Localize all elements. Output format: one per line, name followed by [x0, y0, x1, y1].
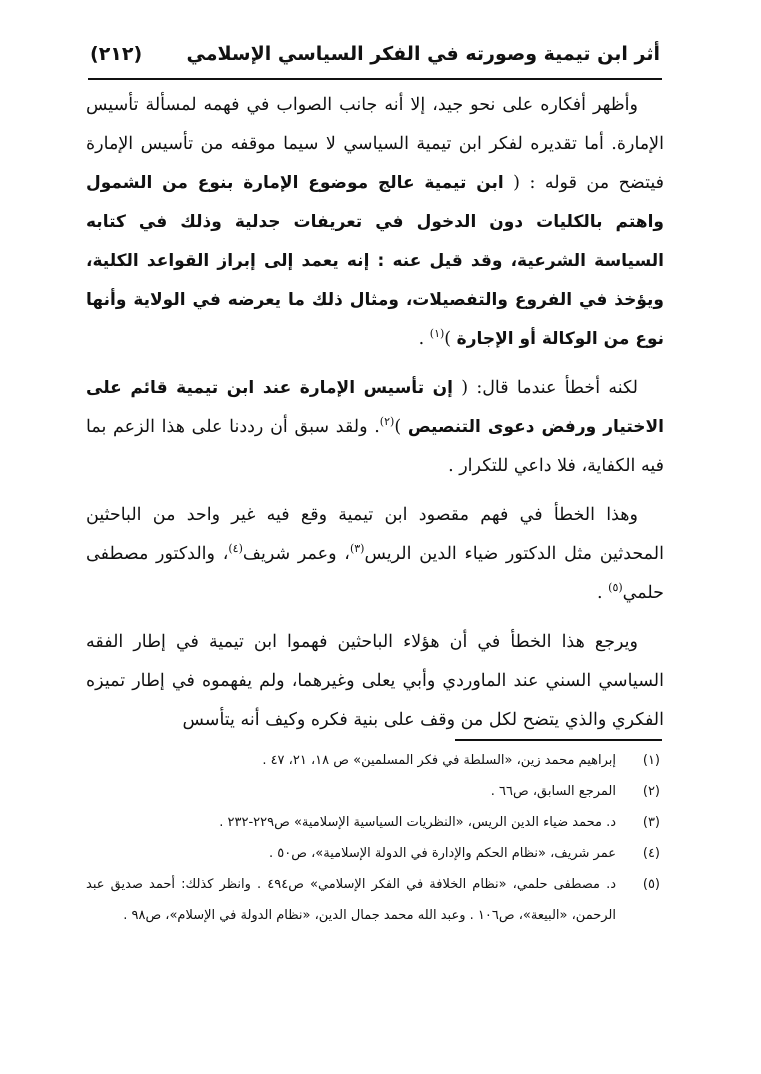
main-text: [86, 86, 664, 750]
header-divider: [88, 78, 662, 80]
footnote-marker: (٢): [379, 415, 395, 429]
paragraph-text: لكنه أخطأ عندما قال: (: [453, 378, 638, 398]
paragraph-4: [86, 623, 664, 740]
bold-quotation: ابن تيمية عالج موضوع الإمارة بنوع من الشمول واهتم بالكليات دون الدخول في تعريفات جدلية وذلك في كتابه السياسة الشرعية، وقد قيل عنه : إنه يعمد إلى إبراز القواعد الكلية، ويؤخذ في الفروع والتفصيلات، ومثال ذلك ما يعرضه في الولاية وأنها نوع من الوكالة أو الإجارة: [86, 173, 664, 349]
page-number: (٢١٢): [90, 43, 143, 65]
paragraph-text: ، وعمر شريف: [242, 544, 350, 564]
footnote-number: (٢): [642, 784, 660, 799]
paragraph-text: .: [597, 583, 609, 603]
footnote-marker: (٥): [608, 581, 623, 595]
paragraph-text: . ولقد سبق أن رددنا على هذا الزعم بما فيه الكفاية، فلا داعي للتكرار .: [86, 417, 664, 476]
footnote-item: [86, 838, 664, 869]
footnote-number: (٥): [642, 877, 660, 892]
footnote-text: د. مصطفى حلمي، «نظام الخلافة في الفكر الإسلامي» ص٤٩٤ . وانظر كذلك: أحمد صديق عبد الرحمن، «البيعة»، ص١٠٦ . وعبد الله محمد جمال الدين، «نظام الدولة في الإسلام»، ص٩٨ .: [86, 877, 616, 923]
footnote-text: د. محمد ضياء الدين الريس، «النظريات السياسية الإسلامية» ص٢٢٩-٢٣٢ .: [219, 815, 616, 830]
footnote-number: (٤): [642, 846, 660, 861]
paragraph-text: ): [394, 417, 408, 437]
footnote-text: المرجع السابق، ص٦٦ .: [490, 784, 616, 799]
footnote-item: [86, 745, 664, 776]
footnote-marker: (١): [429, 327, 445, 341]
footnote-number: (٣): [642, 815, 660, 830]
footnote-text: إبراهيم محمد زين، «السلطة في فكر المسلمين» ص ١٨، ٢١، ٤٧ .: [262, 753, 616, 768]
paragraph-2: [86, 369, 664, 486]
footnote-item: [86, 776, 664, 807]
paragraph-text: ويرجع هذا الخطأ في أن هؤلاء الباحثين فهموا ابن تيمية في إطار الفقه السياسي السني عند الماوردي وأبي يعلى وغيرهما، ولم يفهموه في إطار تميزه الفكري والذي يتضح لكل من وقف على بنية فكره وكيف أنه يتأسس: [86, 632, 664, 730]
footnote-item: [86, 869, 664, 931]
footnote-text: عمر شريف، «نظام الحكم والإدارة في الدولة الإسلامية»، ص٥٠ .: [269, 846, 616, 861]
paragraph-text: وأظهر أفكاره على نحو جيد، إلا أنه جانب الصواب في فهمه لمسألة تأسيس الإمارة. أما تقديره لفكر ابن تيمية السياسي لا سيما موقفه من تأسيس الإمارة فيتضح من قوله : (: [86, 95, 664, 193]
page-header: [90, 38, 660, 70]
paragraph-text: وهذا الخطأ في فهم مقصود ابن تيمية وقع فيه غير واحد من الباحثين المحدثين مثل الدكتور ضياء الدين الريس: [86, 505, 664, 564]
footnotes: [86, 745, 664, 931]
paragraph-text: .: [418, 329, 430, 349]
paragraph-text: ): [444, 329, 457, 349]
footnote-divider: [455, 739, 662, 741]
running-title: أثر ابن تيمية وصورته في الفكر السياسي الإسلامي: [186, 43, 660, 65]
footnote-marker: (٤): [228, 542, 243, 556]
paragraph-1: [86, 86, 664, 359]
footnote-item: [86, 807, 664, 838]
paragraph-3: [86, 496, 664, 613]
paragraph-text: ، والدكتور مصطفى حلمي: [86, 544, 664, 603]
bold-quotation: إن تأسيس الإمارة عند ابن تيمية قائم على الاختيار ورفض دعوى التنصيص: [86, 378, 665, 437]
footnote-number: (١): [642, 753, 660, 768]
footnote-marker: (٣): [349, 542, 365, 556]
